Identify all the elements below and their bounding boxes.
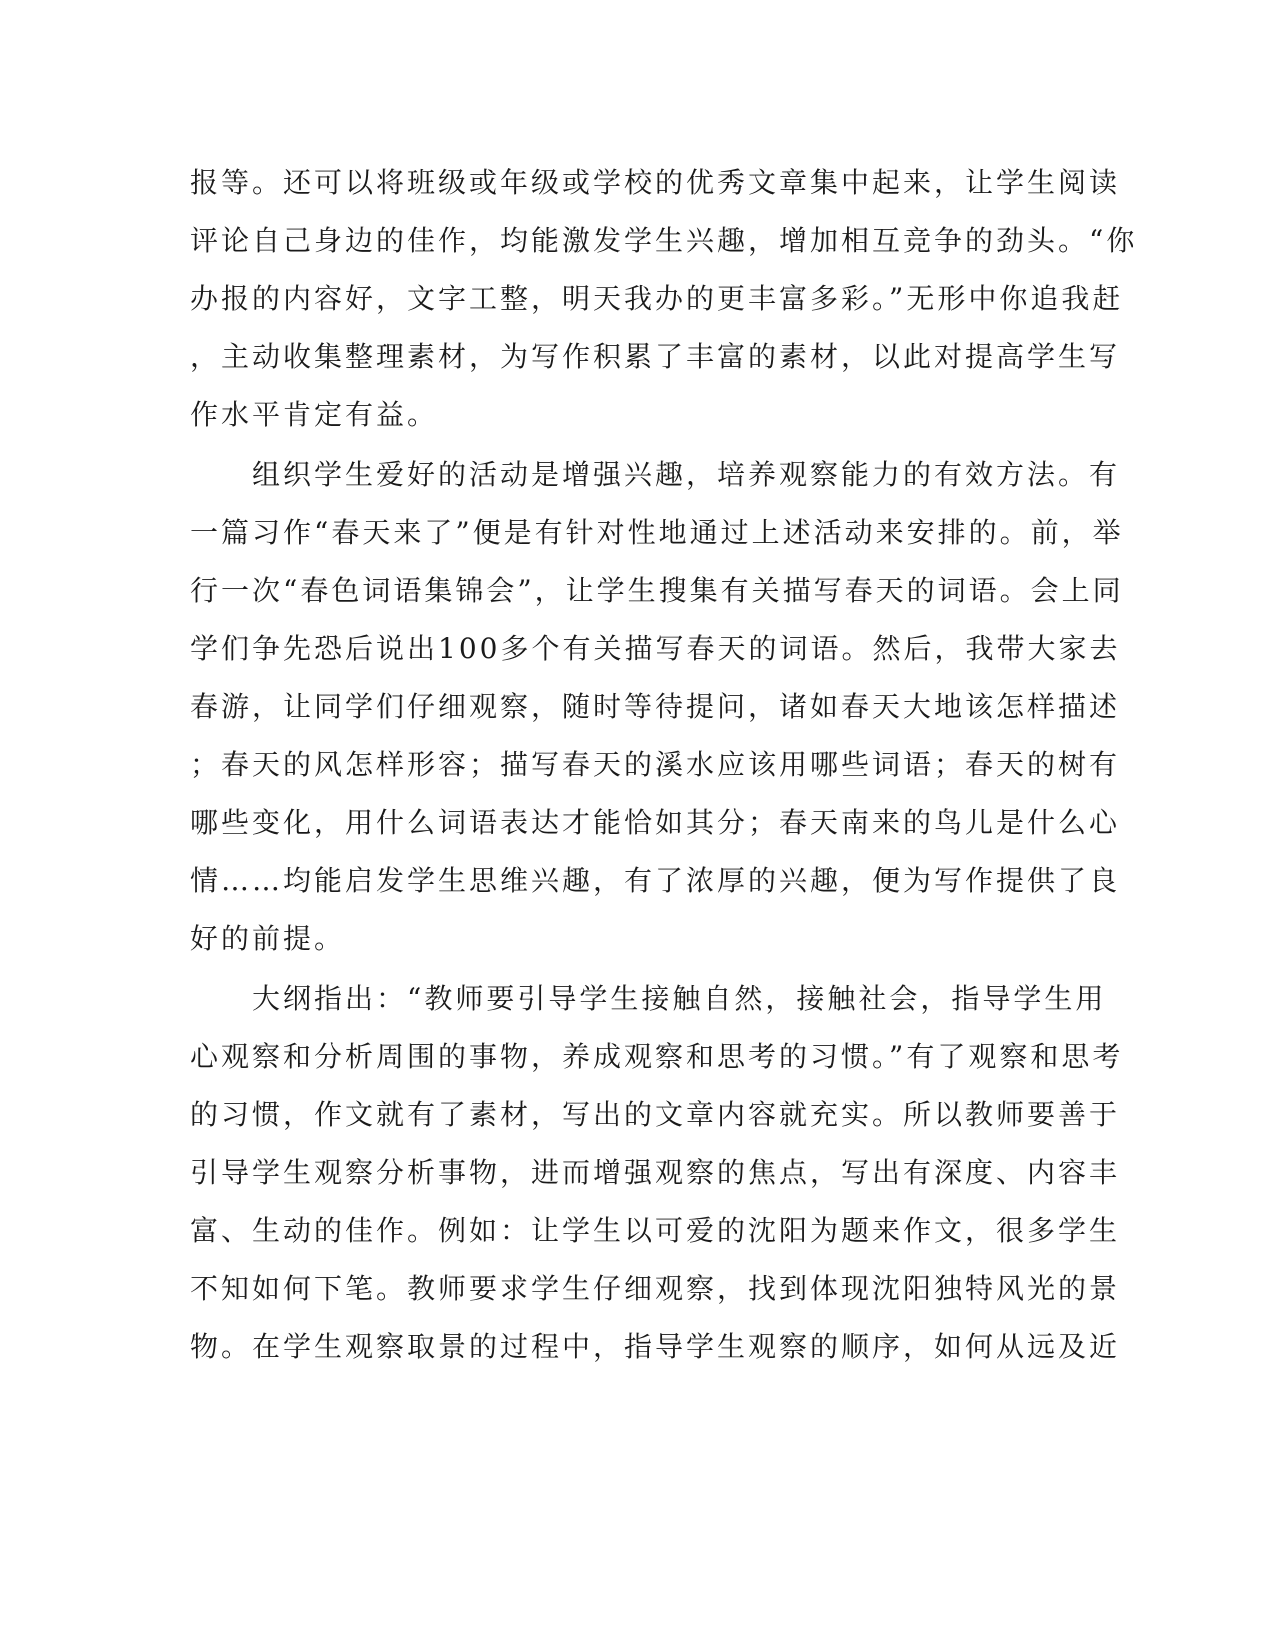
text-line: 心观察和分析周围的事物，养成观察和思考的习惯。”有了观察和思考: [190, 1040, 1124, 1073]
paragraph-first-line: 大纲指出：“教师要引导学生接触自然，接触社会，指导学生用: [252, 982, 1107, 1015]
paragraph-first-line: 组织学生爱好的活动是增强兴趣，培养观察能力的有效方法。有: [252, 458, 1121, 491]
text-line: 好的前提。: [190, 922, 346, 955]
text-line: ，主动收集整理素材，为写作积累了丰富的素材，以此对提高学生写: [190, 340, 1121, 373]
text-line: 富、生动的佳作。例如：让学生以可爱的沈阳为题来作文，很多学生: [190, 1214, 1121, 1247]
text-line: 作水平肯定有益。: [190, 398, 439, 431]
text-line: ；春天的风怎样形容；描写春天的溪水应该用哪些词语；春天的树有: [190, 748, 1121, 781]
text-line: 一篇习作“春天来了”便是有针对性地通过上述活动来安排的。前，举: [190, 516, 1124, 549]
text-line: 行一次“春色词语集锦会”，让学生搜集有关描写春天的词语。会上同: [190, 574, 1124, 607]
text-line: 办报的内容好，文字工整，明天我办的更丰富多彩。”无形中你追我赶: [190, 282, 1124, 315]
text-line: 物。在学生观察取景的过程中，指导学生观察的顺序，如何从远及近: [190, 1330, 1121, 1363]
text-line: 不知如何下笔。教师要求学生仔细观察，找到体现沈阳独特风光的景: [190, 1272, 1121, 1305]
text-line: 哪些变化，用什么词语表达才能恰如其分；春天南来的鸟儿是什么心: [190, 806, 1121, 839]
text-line: 春游，让同学们仔细观察，随时等待提问，诸如春天大地该怎样描述: [190, 690, 1121, 723]
text-line: 的习惯，作文就有了素材，写出的文章内容就充实。所以教师要善于: [190, 1098, 1121, 1131]
text-line: 评论自己身边的佳作，均能激发学生兴趣，增加相互竞争的劲头。“你: [190, 224, 1138, 257]
text-line: 引导学生观察分析事物，进而增强观察的焦点，写出有深度、内容丰: [190, 1156, 1121, 1189]
text-line: 情……均能启发学生思维兴趣，有了浓厚的兴趣，便为写作提供了良: [190, 864, 1121, 897]
text-line: 报等。还可以将班级或年级或学校的优秀文章集中起来，让学生阅读: [190, 166, 1121, 199]
text-line: 学们争先恐后说出100多个有关描写春天的词语。然后，我带大家去: [190, 632, 1121, 665]
